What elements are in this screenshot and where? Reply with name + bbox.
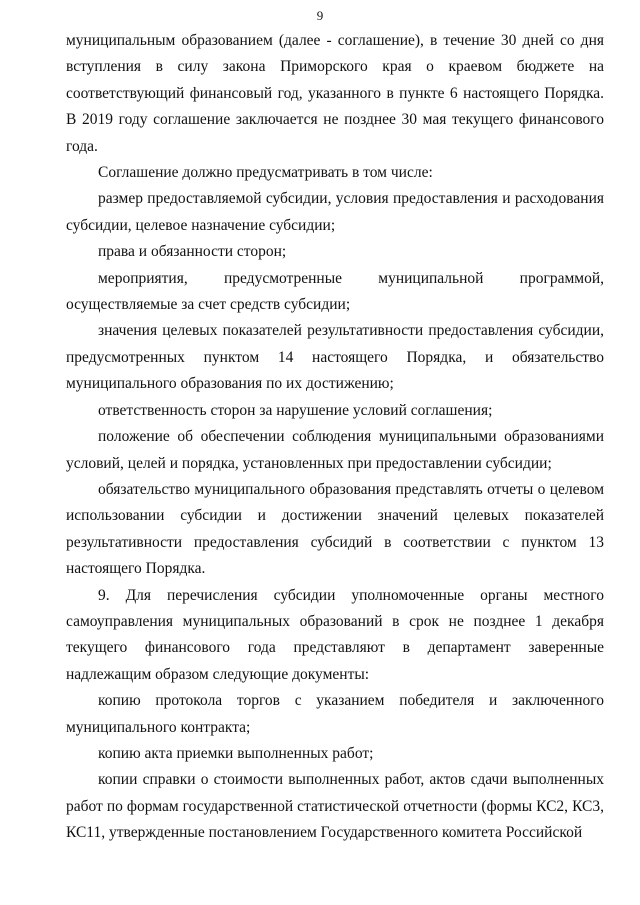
paragraph: копию акта приемки выполненных работ; <box>98 744 374 762</box>
paragraph: положение об обеспечении соблюдения муниципальными образованиями условий, целей и порядка, установленных при предоставлении субсидии; <box>66 428 604 472</box>
paragraph: Соглашение должно предусматривать в том числе: <box>98 164 433 182</box>
paragraph: копию протокола торгов с указанием победителя и заключенного муниципального контракта; <box>66 692 604 736</box>
body-text <box>66 28 604 847</box>
paragraph: копии справки о стоимости выполненных работ, актов сдачи выполненных работ по формам государственной статистической отчетности (формы КС2, КС3, КС11, утвержденные постановлением Государственного комитета Российской <box>66 771 604 842</box>
page-number: 9 <box>316 8 324 23</box>
paragraph: мероприятия, предусмотренные муниципальной программой, осуществляемые за счет средств субсидии; <box>66 269 604 314</box>
paragraph: 9. Для перечисления субсидии уполномоченные органы местного самоуправления муниципальных образований в срок не позднее 1 декабря текущего финансового года представляют в департамент заверенные надлежащим образом следующие документы: <box>66 586 604 683</box>
paragraph: значения целевых показателей результативности предоставления субсидии, предусмотренных пунктом 14 настоящего Порядка, и обязательство муниципального образования по их достижению; <box>66 322 604 393</box>
paragraph: размер предоставляемой субсидии, условия предоставления и расходования субсидии, целевое назначение субсидии; <box>66 190 604 234</box>
paragraph: права и обязанности сторон; <box>98 243 287 261</box>
paragraph: обязательство муниципального образования представлять отчеты о целевом использовании субсидии и достижении значений целевых показателей результативности предоставления субсидий в соответствии с пунктом 13 настоящего Порядка. <box>66 480 604 578</box>
paragraph: ответственность сторон за нарушение условий соглашения; <box>98 401 493 419</box>
paragraph: муниципальным образованием (далее - соглашение), в течение 30 дней со дня вступления в силу закона Приморского края о краевом бюджете на соответствующий финансовый год, указанного в пункте 6 настоящего Порядка. В 2019 году соглашение заключается не позднее 30 мая текущего финансового года. <box>66 32 604 155</box>
